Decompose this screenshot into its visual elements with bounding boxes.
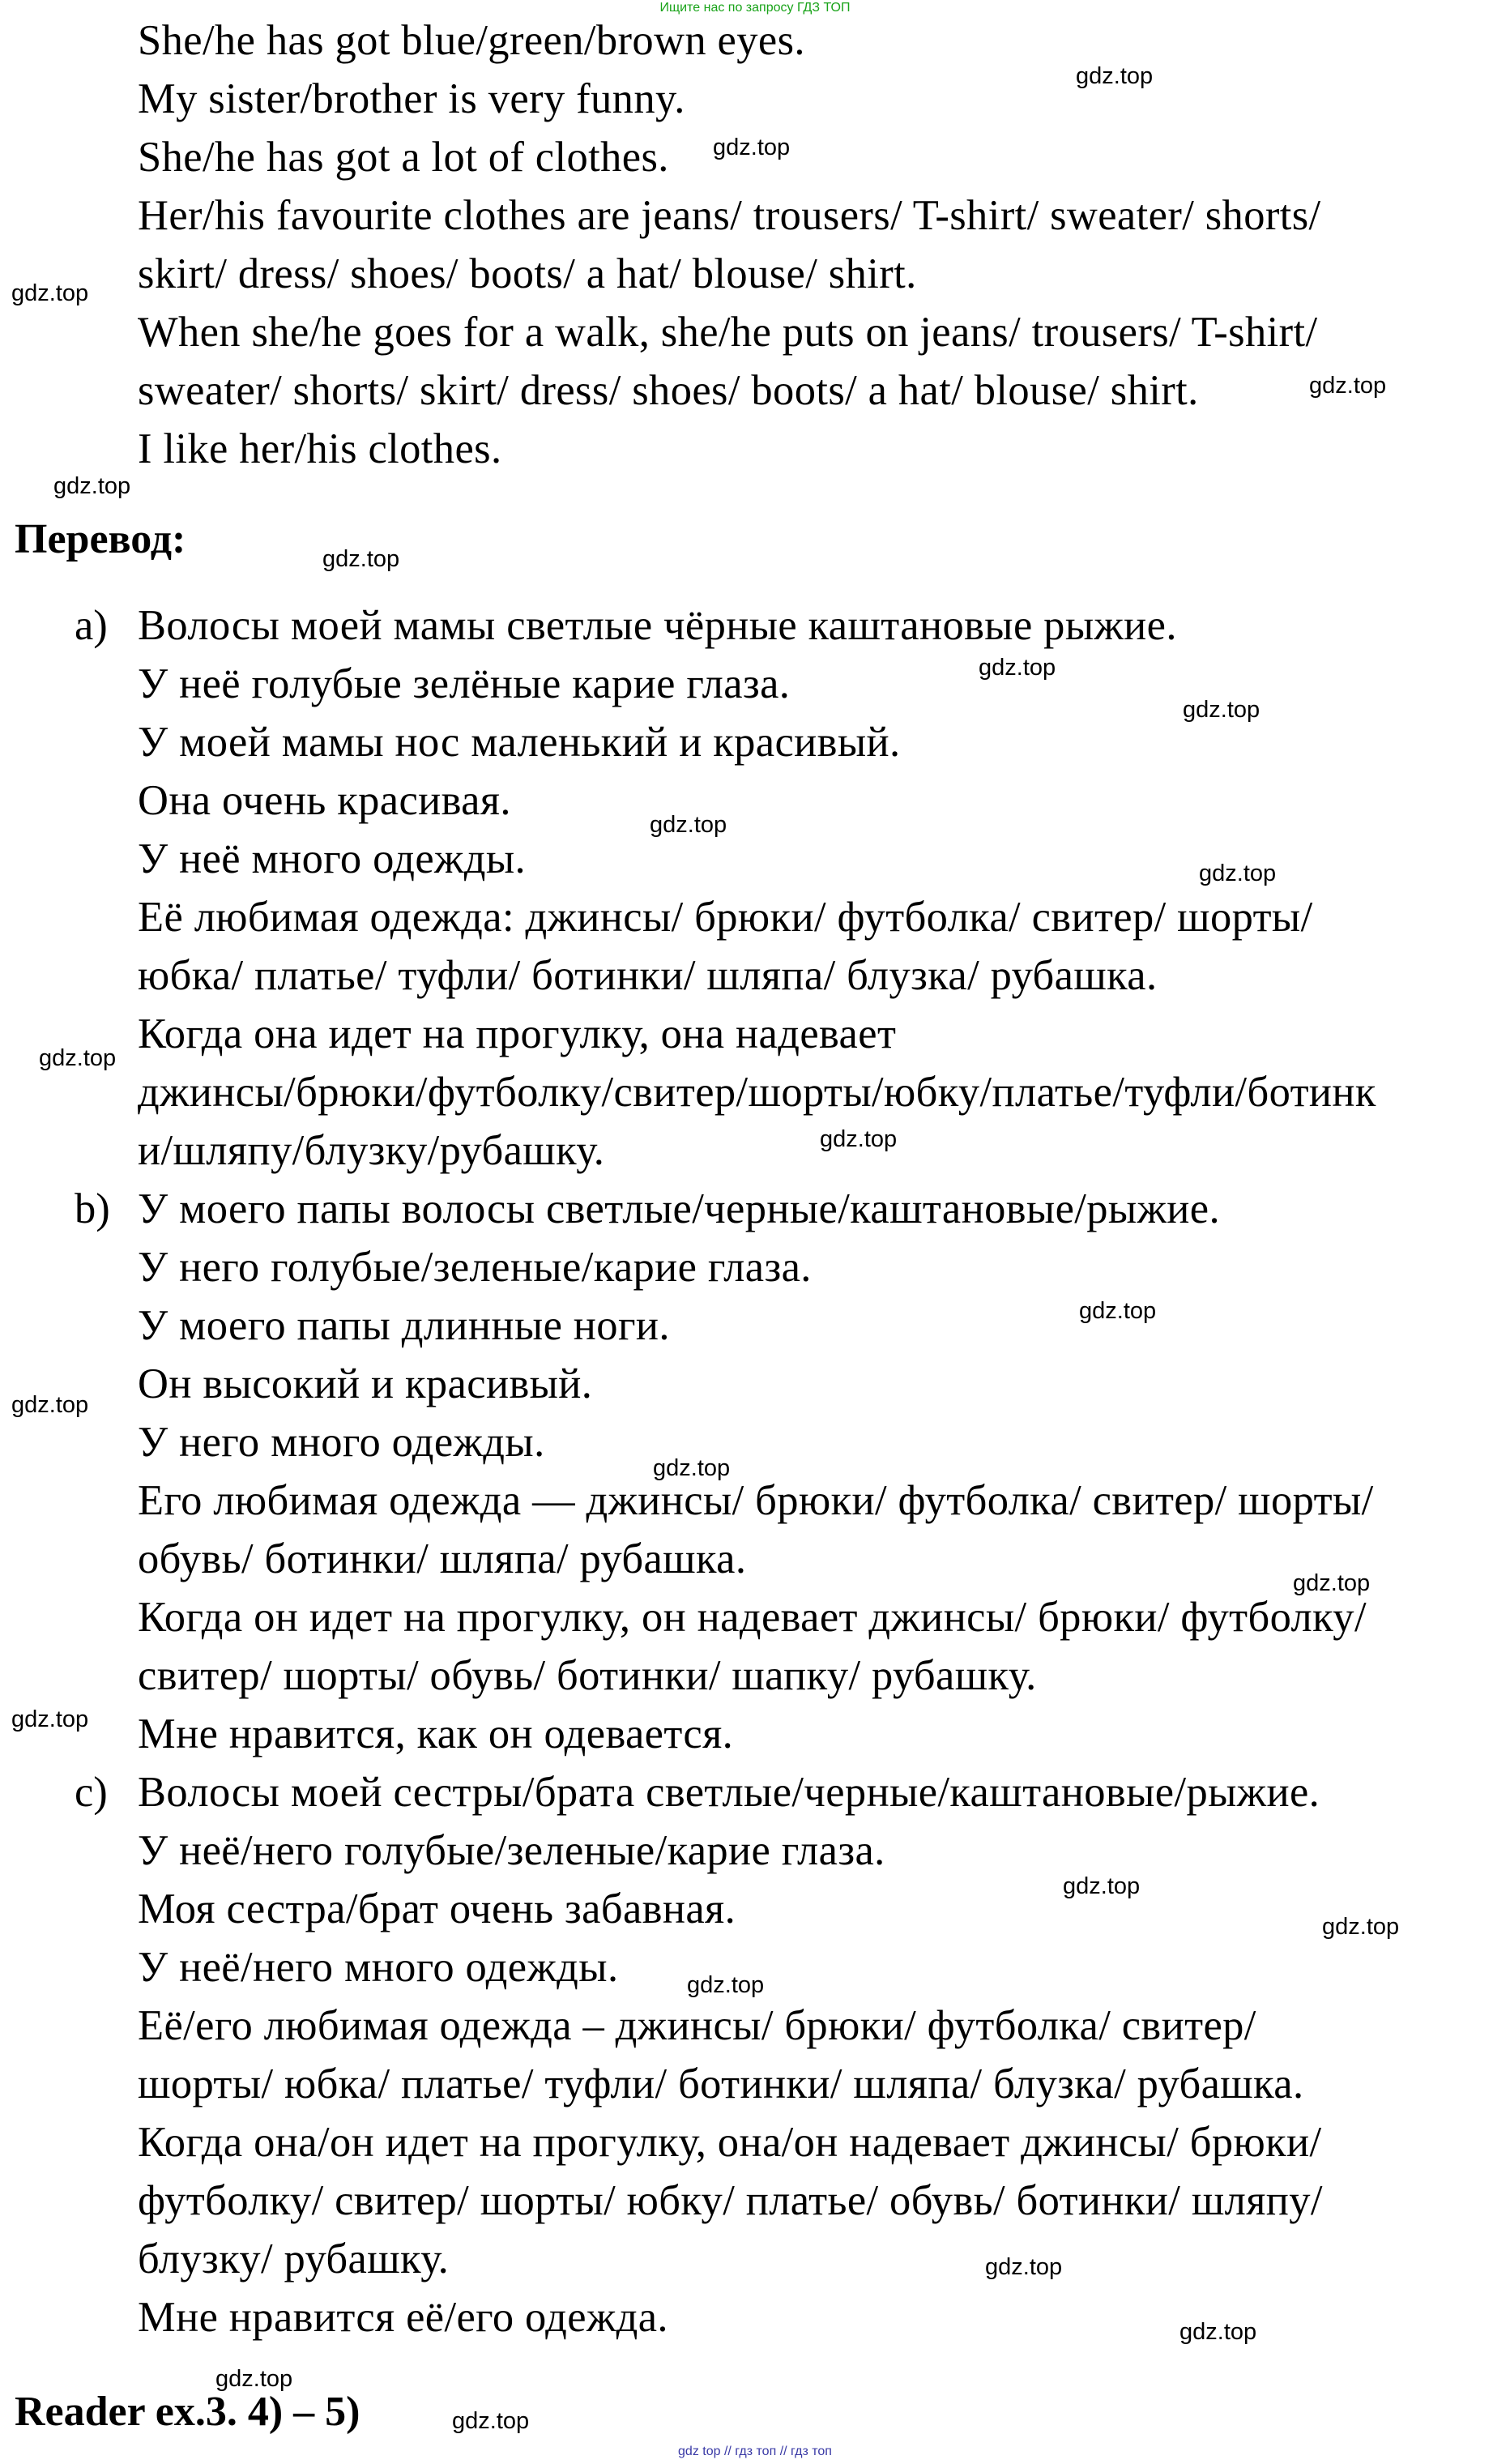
watermark: gdz.top: [1309, 373, 1387, 399]
watermark: gdz.top: [687, 1972, 765, 1998]
english-line: When she/he goes for a walk, she/he puts on jeans/ trousers/ T-shirt/: [138, 309, 1318, 356]
section-a-line: Она очень красивая.: [138, 777, 511, 824]
translation-heading: Перевод:: [15, 516, 186, 562]
section-a-line: юбка/ платье/ туфли/ ботинки/ шляпа/ блузка/ рубашка.: [138, 952, 1158, 999]
section-c-line: футболку/ свитер/ шорты/ юбку/ платье/ обувь/ ботинки/ шляпу/: [138, 2177, 1323, 2224]
watermark: gdz.top: [1063, 1873, 1141, 1899]
section-c-line: У неё/него голубые/зеленые/карие глаза.: [138, 1827, 885, 1874]
section-c-line: Мне нравится её/его одежда.: [138, 2294, 668, 2341]
watermark: gdz.top: [11, 1706, 89, 1732]
watermark: gdz.top: [1079, 1298, 1157, 1324]
watermark: gdz.top: [653, 1455, 731, 1481]
section-c-line: блузку/ рубашку.: [138, 2236, 450, 2283]
english-line: I like her/his clothes.: [138, 425, 502, 472]
section-b-marker: b): [75, 1185, 110, 1232]
section-a-line: Когда она идет на прогулку, она надевает: [138, 1010, 897, 1057]
section-a-line: джинсы/брюки/футболку/свитер/шорты/юбку/платье/туфли/ботинк: [138, 1069, 1376, 1116]
section-b-line: У моего папы волосы светлые/черные/каштановые/рыжие.: [138, 1185, 1220, 1232]
section-b-line: У моего папы длинные ноги.: [138, 1302, 670, 1349]
watermark: gdz.top: [1199, 860, 1277, 886]
watermark: gdz.top: [1293, 1570, 1371, 1596]
english-line: skirt/ dress/ shoes/ boots/ a hat/ blouse/ shirt.: [138, 250, 917, 297]
watermark: gdz.top: [53, 473, 131, 499]
section-c-marker: c): [75, 1769, 108, 1816]
section-c-line: Её/его любимая одежда – джинсы/ брюки/ футболка/ свитер/: [138, 2002, 1256, 2049]
watermark: gdz.top: [820, 1126, 898, 1152]
watermark: gdz.top: [713, 135, 791, 160]
section-b-line: Мне нравится, как он одевается.: [138, 1710, 734, 1757]
section-a-line: Её любимая одежда: джинсы/ брюки/ футболка/ свитер/ шорты/: [138, 894, 1313, 941]
watermark: gdz.top: [1076, 63, 1154, 89]
watermark: gdz.top: [322, 546, 400, 572]
watermark: gdz.top: [215, 2366, 293, 2392]
watermark: gdz.top: [985, 2254, 1063, 2280]
english-line: She/he has got blue/green/brown eyes.: [138, 17, 805, 64]
section-b-line: свитер/ шорты/ обувь/ ботинки/ шапку/ рубашку.: [138, 1652, 1037, 1699]
watermark: gdz.top: [650, 812, 727, 838]
watermark: gdz.top: [979, 655, 1056, 681]
section-b-line: У него голубые/зеленые/карие глаза.: [138, 1244, 812, 1291]
english-line: sweater/ shorts/ skirt/ dress/ shoes/ boots/ a hat/ blouse/ shirt.: [138, 367, 1199, 414]
watermark: gdz.top: [1322, 1914, 1400, 1940]
watermark: gdz.top: [39, 1045, 117, 1071]
watermark: gdz.top: [452, 2408, 530, 2434]
watermark: gdz.top: [1183, 697, 1260, 723]
top-banner[interactable]: Ищите нас по запросу ГДЗ ТОП: [659, 1, 851, 15]
english-line: Her/his favourite clothes are jeans/ trousers/ T-shirt/ sweater/ shorts/: [138, 192, 1321, 239]
section-b-line: Его любимая одежда — джинсы/ брюки/ футболка/ свитер/ шорты/: [138, 1477, 1374, 1524]
reader-exercise-heading: Reader ex.3. 4) – 5): [15, 2389, 360, 2435]
section-a-line: У неё много одежды.: [138, 835, 527, 882]
watermark: gdz.top: [1179, 2319, 1257, 2345]
section-c-line: шорты/ юбка/ платье/ туфли/ ботинки/ шляпа/ блузка/ рубашка.: [138, 2060, 1304, 2107]
section-c-line: Моя сестра/брат очень забавная.: [138, 1885, 736, 1932]
section-b-line: У него много одежды.: [138, 1419, 545, 1466]
bottom-banner[interactable]: gdz top // гдз топ // гдз топ: [678, 2445, 832, 2458]
section-a-line: Волосы моей мамы светлые чёрные каштановые рыжие.: [138, 602, 1177, 649]
section-a-line: У неё голубые зелёные карие глаза.: [138, 660, 791, 707]
section-c-line: Волосы моей сестры/брата светлые/черные/каштановые/рыжие.: [138, 1769, 1320, 1816]
english-line: She/he has got a lot of clothes.: [138, 134, 669, 181]
section-a-line: У моей мамы нос маленький и красивый.: [138, 719, 901, 766]
section-b-line: Он высокий и красивый.: [138, 1360, 593, 1407]
watermark: gdz.top: [11, 1392, 89, 1418]
section-c-line: У неё/него много одежды.: [138, 1944, 619, 1991]
section-b-line: Когда он идет на прогулку, он надевает джинсы/ брюки/ футболку/: [138, 1594, 1367, 1641]
watermark: gdz.top: [11, 280, 89, 306]
section-b-line: обувь/ ботинки/ шляпа/ рубашка.: [138, 1535, 747, 1582]
english-line: My sister/brother is very funny.: [138, 75, 685, 122]
section-a-line: и/шляпу/блузку/рубашку.: [138, 1127, 605, 1174]
section-c-line: Когда она/он идет на прогулку, она/он надевает джинсы/ брюки/: [138, 2119, 1322, 2166]
section-a-marker: a): [75, 602, 108, 649]
